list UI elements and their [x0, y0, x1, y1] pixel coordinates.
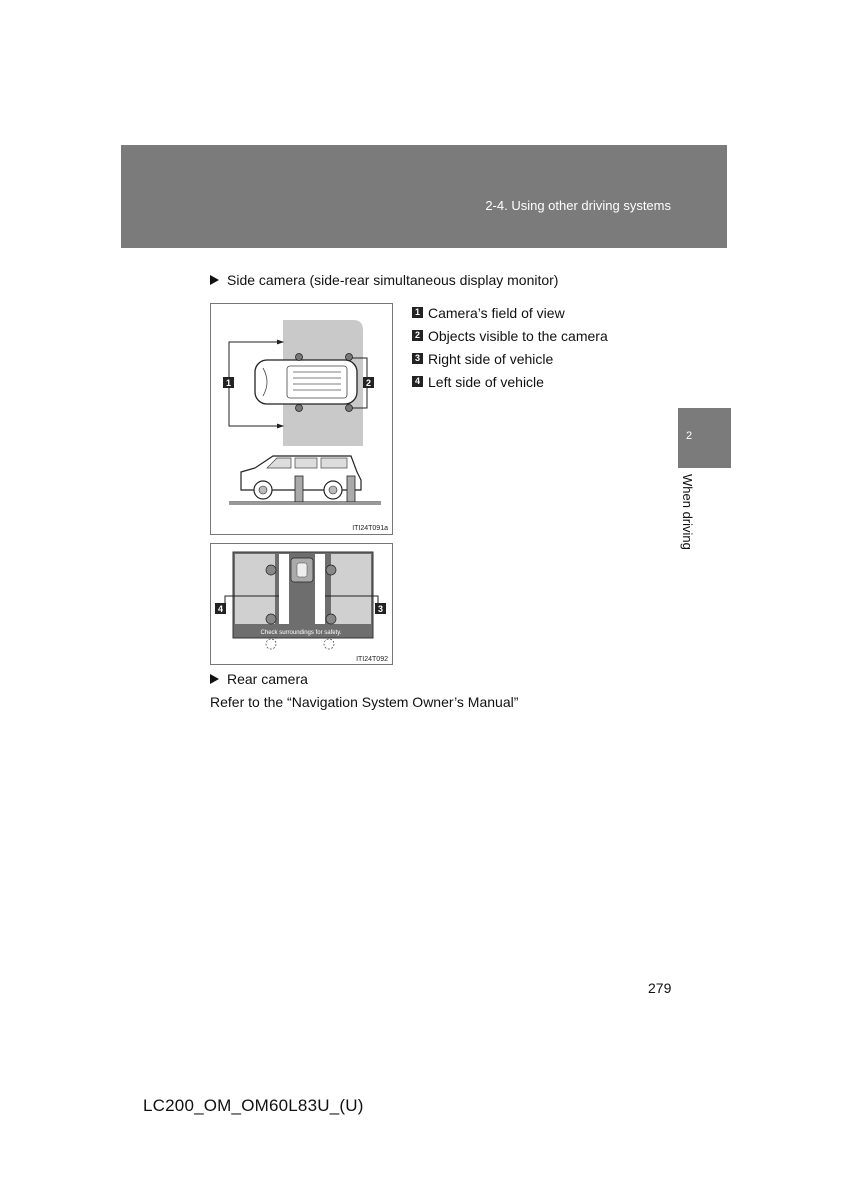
- figure-side-camera-drawing: [211, 304, 392, 534]
- header-band: [121, 145, 727, 248]
- figure1-code: ITI24T091a: [352, 525, 388, 532]
- figure-side-camera-view: [210, 303, 393, 535]
- vehicle-top-view: [255, 354, 357, 412]
- figure2-code: ITI24T092: [356, 656, 388, 663]
- figure-monitor-drawing: [211, 544, 392, 664]
- bullet-triangle-icon: [210, 275, 219, 285]
- legend-number-badge: 3: [412, 353, 423, 364]
- chapter-number: 2: [686, 430, 693, 442]
- figure-monitor-display: [210, 543, 393, 665]
- side-camera-heading: [210, 272, 558, 288]
- side-camera-heading-text: Side camera (side-rear simultaneous display monitor): [227, 272, 559, 288]
- legend-item: [412, 370, 608, 393]
- page-number: 279: [648, 980, 672, 996]
- legend-number-badge: 4: [412, 376, 423, 387]
- chapter-tab: [678, 408, 731, 468]
- section-title: 2-4. Using other driving systems: [485, 198, 671, 213]
- figure2-callout-right: 3: [377, 604, 384, 614]
- legend-number-badge: 1: [412, 307, 423, 318]
- rear-camera-text: Refer to the “Navigation System Owner’s Manual”: [210, 694, 519, 710]
- legend-number-badge: 2: [412, 330, 423, 341]
- chapter-label: When driving: [680, 474, 695, 550]
- legend: [412, 301, 608, 393]
- legend-label: Right side of vehicle: [428, 350, 554, 367]
- legend-label: Objects visible to the camera: [428, 327, 608, 344]
- rear-camera-heading: [210, 671, 308, 687]
- figure2-callout-left: 4: [217, 604, 224, 614]
- figure1-callout-left: 1: [225, 378, 232, 388]
- bullet-triangle-icon: [210, 674, 219, 684]
- rear-camera-heading-text: Rear camera: [227, 671, 308, 687]
- footer-document-code: LC200_OM_OM60L83U_(U): [143, 1096, 364, 1115]
- legend-label: Left side of vehicle: [428, 373, 544, 390]
- legend-item: [412, 301, 608, 324]
- legend-item: [412, 324, 608, 347]
- legend-item: [412, 347, 608, 370]
- monitor-caption: Check surroundings for safety.: [260, 630, 342, 636]
- legend-label: Camera’s field of view: [428, 304, 565, 321]
- figure1-callout-right: 2: [365, 378, 372, 388]
